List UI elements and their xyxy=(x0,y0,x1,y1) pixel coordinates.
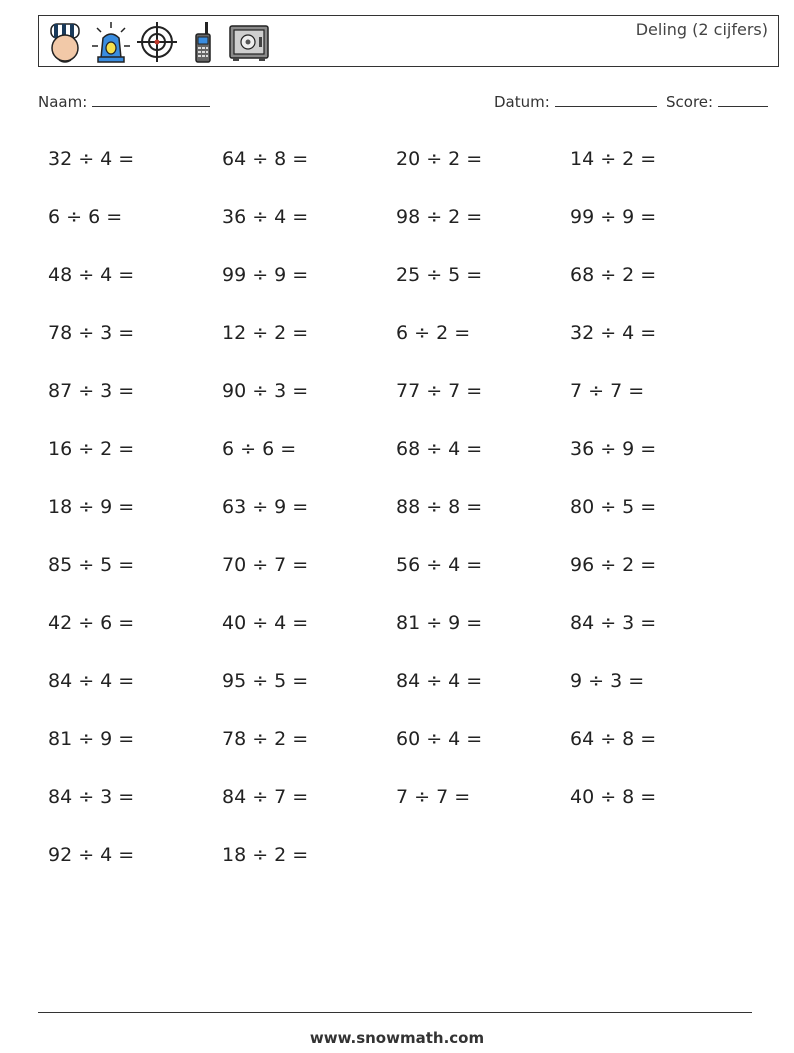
footer-url: www.snowmath.com xyxy=(309,1029,485,1047)
problem: 90 ÷ 3 = xyxy=(222,380,309,402)
problem: 81 ÷ 9 = xyxy=(396,612,483,634)
problem: 81 ÷ 9 = xyxy=(48,728,135,750)
problem: 6 ÷ 6 = xyxy=(48,206,123,228)
date-field xyxy=(494,92,657,111)
problem-grid xyxy=(48,148,748,902)
problem-row xyxy=(48,380,748,438)
problem: 84 ÷ 4 = xyxy=(396,670,483,692)
siren-icon xyxy=(91,20,131,64)
problem-row xyxy=(48,554,748,612)
problem: 7 ÷ 7 = xyxy=(396,786,471,808)
safe-icon xyxy=(229,20,269,64)
problem: 84 ÷ 3 = xyxy=(48,786,135,808)
problem: 42 ÷ 6 = xyxy=(48,612,135,634)
date-blank xyxy=(555,92,657,107)
worksheet-header xyxy=(38,15,779,67)
problem-row xyxy=(48,438,748,496)
problem-row xyxy=(48,206,748,264)
problem: 77 ÷ 7 = xyxy=(396,380,483,402)
problem-row xyxy=(48,786,748,844)
score-field xyxy=(666,92,768,111)
problem: 64 ÷ 8 = xyxy=(222,148,309,170)
problem: 36 ÷ 9 = xyxy=(570,438,657,460)
problem: 32 ÷ 4 = xyxy=(48,148,135,170)
problem: 78 ÷ 2 = xyxy=(222,728,309,750)
problem: 68 ÷ 4 = xyxy=(396,438,483,460)
problem: 9 ÷ 3 = xyxy=(570,670,645,692)
problem-row xyxy=(48,322,748,380)
problem: 64 ÷ 8 = xyxy=(570,728,657,750)
problem: 32 ÷ 4 = xyxy=(570,322,657,344)
problem: 84 ÷ 3 = xyxy=(570,612,657,634)
problem: 14 ÷ 2 = xyxy=(570,148,657,170)
problem: 18 ÷ 2 = xyxy=(222,844,309,866)
problem-row xyxy=(48,844,748,902)
name-field xyxy=(38,92,210,111)
problem: 36 ÷ 4 = xyxy=(222,206,309,228)
problem-row xyxy=(48,728,748,786)
score-blank xyxy=(718,92,768,107)
problem-row xyxy=(48,264,748,322)
footer-divider xyxy=(38,1012,752,1013)
problem: 12 ÷ 2 = xyxy=(222,322,309,344)
prisoner-icon xyxy=(45,20,85,64)
problem: 99 ÷ 9 = xyxy=(222,264,309,286)
problem: 6 ÷ 2 = xyxy=(396,322,471,344)
icon-strip xyxy=(45,20,269,64)
problem: 98 ÷ 2 = xyxy=(396,206,483,228)
problem: 48 ÷ 4 = xyxy=(48,264,135,286)
problem: 96 ÷ 2 = xyxy=(570,554,657,576)
problem: 6 ÷ 6 = xyxy=(222,438,297,460)
problem-row xyxy=(48,612,748,670)
problem-row xyxy=(48,148,748,206)
problem: 20 ÷ 2 = xyxy=(396,148,483,170)
problem: 40 ÷ 4 = xyxy=(222,612,309,634)
worksheet-title: Deling (2 cijfers) xyxy=(635,20,768,39)
problem: 78 ÷ 3 = xyxy=(48,322,135,344)
problem: 7 ÷ 7 = xyxy=(570,380,645,402)
problem: 25 ÷ 5 = xyxy=(396,264,483,286)
problem: 87 ÷ 3 = xyxy=(48,380,135,402)
problem: 95 ÷ 5 = xyxy=(222,670,309,692)
problem: 18 ÷ 9 = xyxy=(48,496,135,518)
name-blank xyxy=(92,92,210,107)
problem: 84 ÷ 7 = xyxy=(222,786,309,808)
problem: 84 ÷ 4 = xyxy=(48,670,135,692)
problem: 63 ÷ 9 = xyxy=(222,496,309,518)
problem: 68 ÷ 2 = xyxy=(570,264,657,286)
problem: 40 ÷ 8 = xyxy=(570,786,657,808)
problem: 85 ÷ 5 = xyxy=(48,554,135,576)
problem: 99 ÷ 9 = xyxy=(570,206,657,228)
problem: 88 ÷ 8 = xyxy=(396,496,483,518)
walkie-talkie-icon xyxy=(183,20,223,64)
problem-row xyxy=(48,670,748,728)
score-label: Score: xyxy=(666,93,714,111)
problem: 56 ÷ 4 = xyxy=(396,554,483,576)
problem: 60 ÷ 4 = xyxy=(396,728,483,750)
problem-row xyxy=(48,496,748,554)
crosshair-icon xyxy=(137,20,177,64)
problem: 92 ÷ 4 = xyxy=(48,844,135,866)
problem: 70 ÷ 7 = xyxy=(222,554,309,576)
problem: 80 ÷ 5 = xyxy=(570,496,657,518)
name-label: Naam: xyxy=(38,93,88,111)
date-label: Datum: xyxy=(494,93,550,111)
problem: 16 ÷ 2 = xyxy=(48,438,135,460)
